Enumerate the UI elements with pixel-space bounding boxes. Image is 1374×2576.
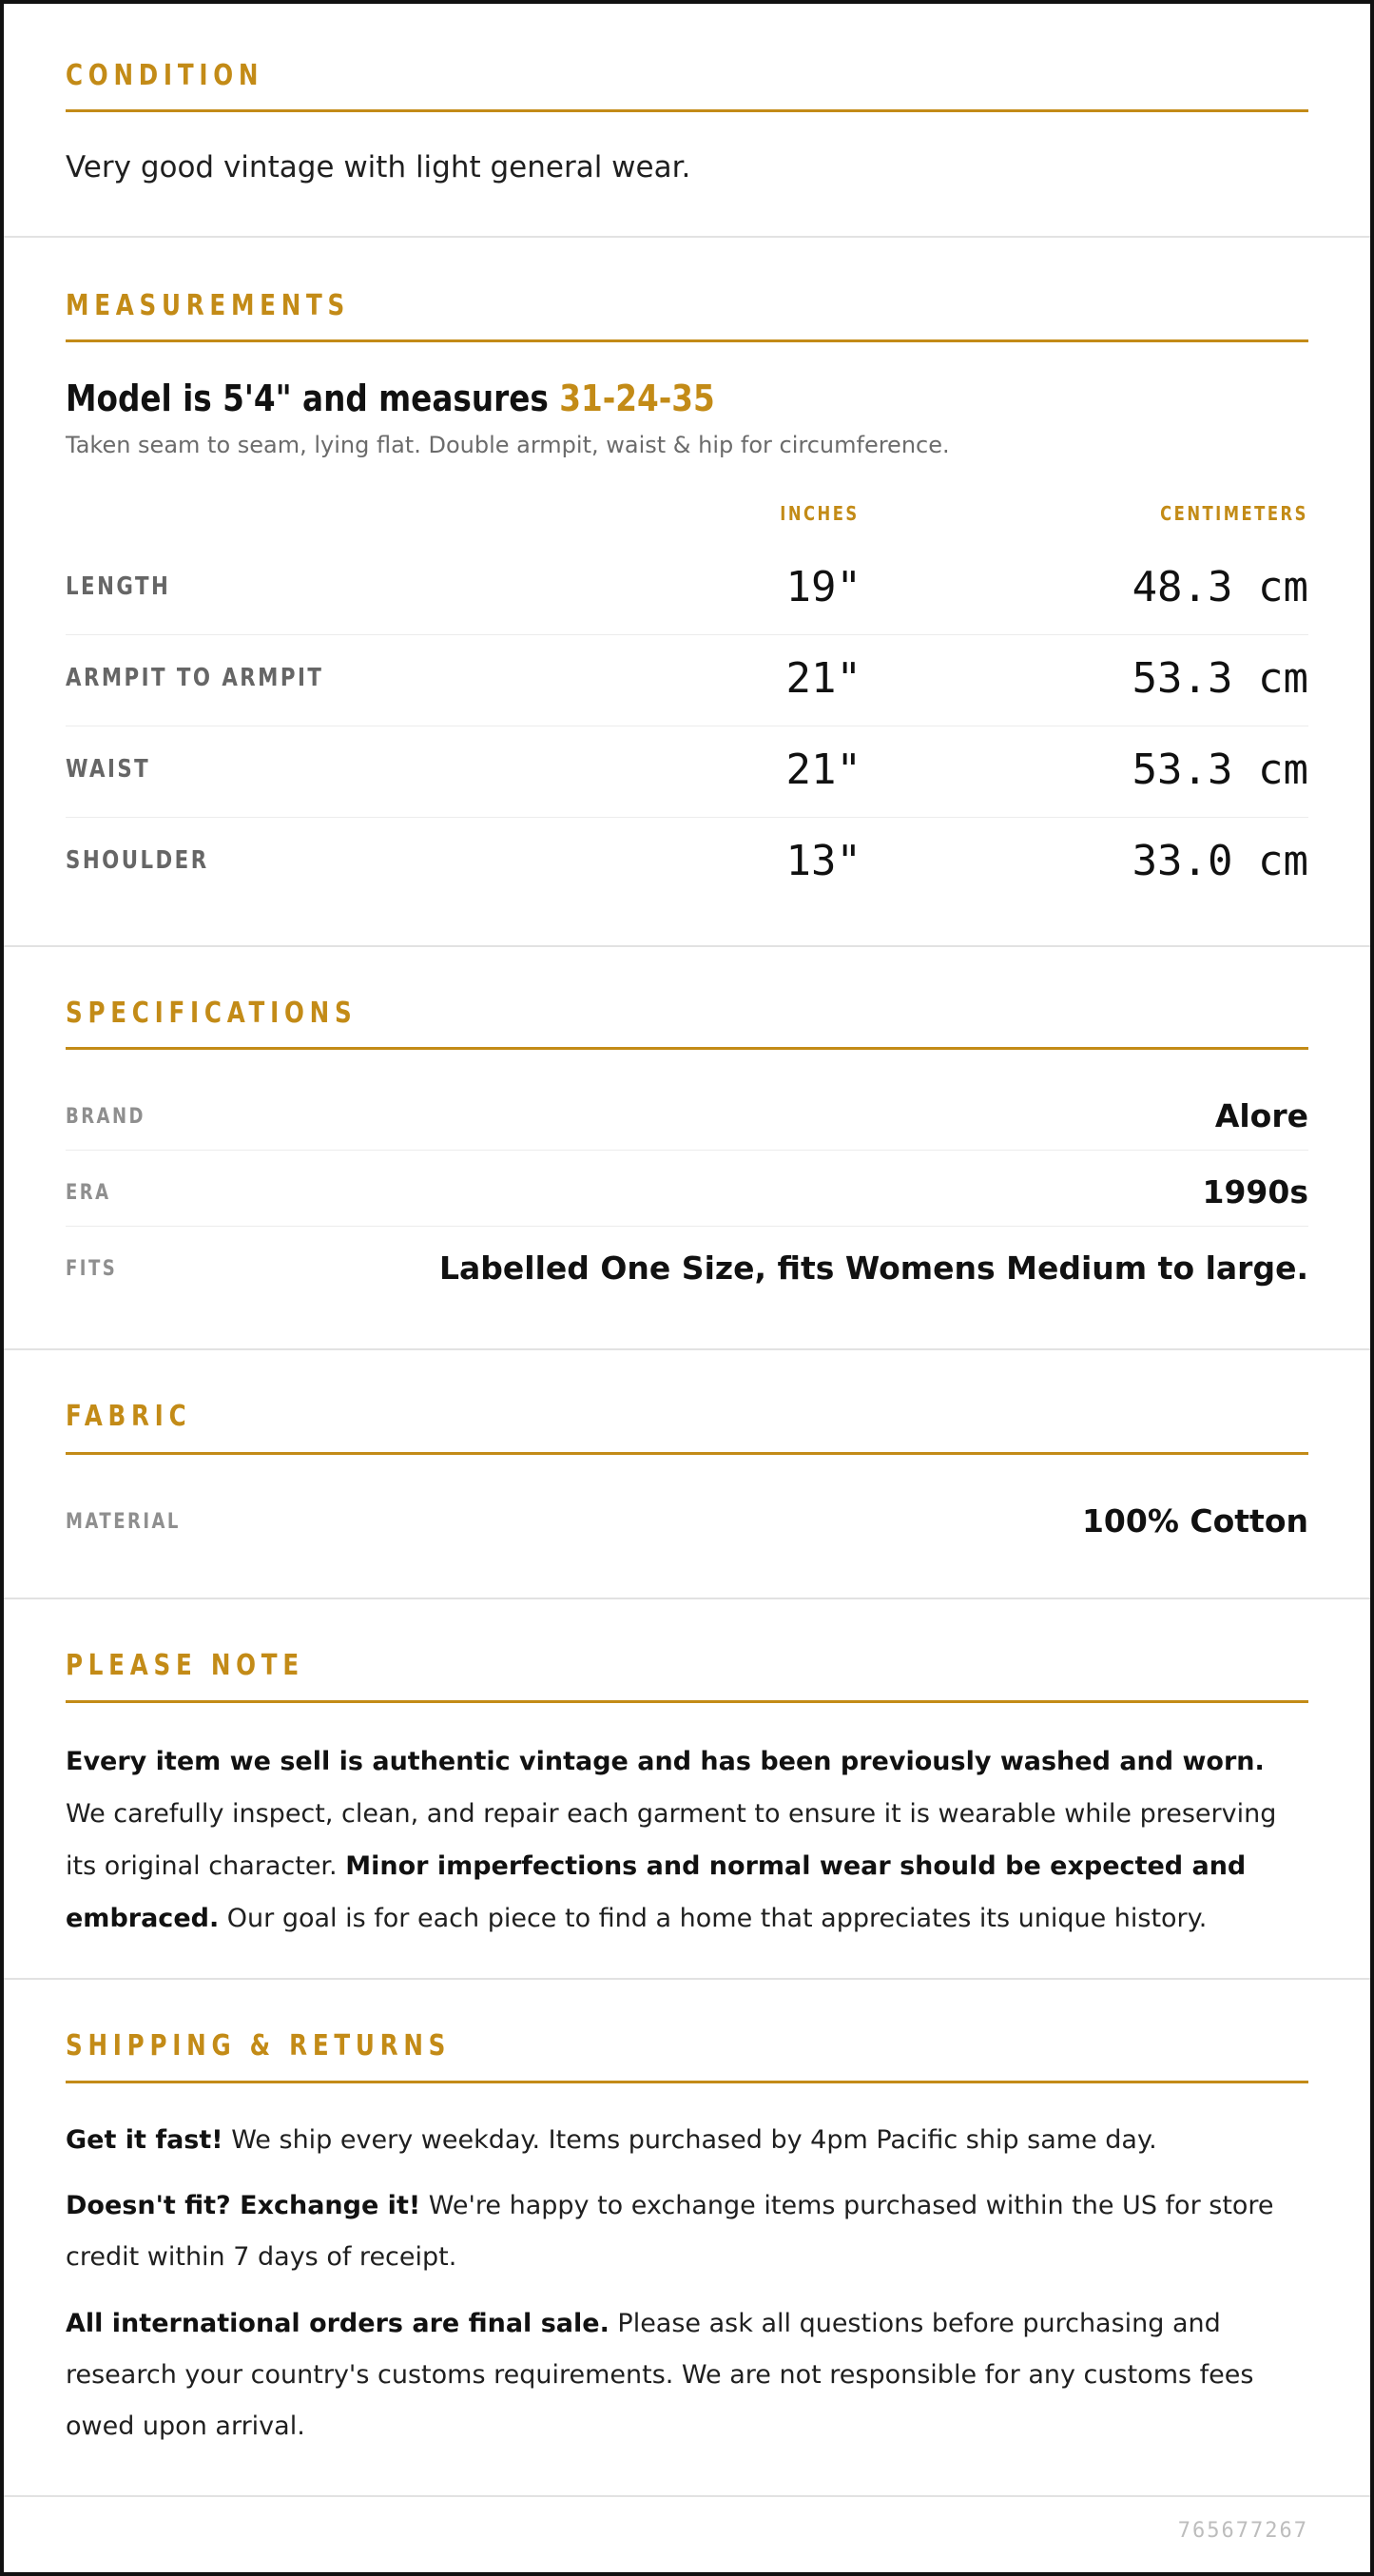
measurement-centimeters: 53.3 cm	[1132, 654, 1308, 703]
specifications-section	[4, 947, 1370, 1350]
measurement-row-armpit	[66, 635, 1308, 726]
specifications-heading: SPECIFICATIONS	[66, 997, 358, 1030]
model-measures: 31-24-35	[559, 378, 715, 419]
measurement-label: LENGTH	[66, 572, 171, 601]
measurement-inches: 21"	[785, 654, 861, 703]
spec-value: Alore	[1214, 1097, 1308, 1134]
section-divider	[66, 1452, 1308, 1455]
measurement-label: SHOULDER	[66, 846, 209, 875]
spec-label: ERA	[66, 1181, 111, 1205]
spec-row-brand	[66, 1075, 1308, 1151]
section-divider	[66, 1047, 1308, 1050]
shipping-paragraph-international	[66, 2298, 1313, 2452]
spec-value: Labelled One Size, fits Womens Medium to large.	[438, 1249, 1308, 1287]
fabric-label: MATERIAL	[66, 1510, 181, 1534]
measurement-inches: 21"	[785, 746, 861, 794]
measurements-section	[4, 238, 1370, 947]
spec-label: FITS	[66, 1257, 118, 1281]
column-header-centimeters: CENTIMETERS	[1160, 502, 1308, 525]
column-header-inches: INCHES	[780, 502, 860, 525]
section-divider	[66, 109, 1308, 112]
note-text: Our goal is for each piece to find a home that appreciates its unique history.	[219, 1904, 1208, 1933]
section-divider	[66, 339, 1308, 342]
please-note-heading: PLEASE NOTE	[66, 1649, 304, 1682]
measurement-inches: 19"	[785, 563, 861, 611]
condition-heading: CONDITION	[66, 59, 264, 92]
note-emphasis: Minor imperfections and normal wear should be expected and embraced.	[66, 1851, 1247, 1933]
shipping-section	[4, 1980, 1370, 2497]
shipping-text: We're happy to exchange items purchased within the US for store credit within 7 days of receipt.	[66, 2191, 1274, 2272]
spec-row-era	[66, 1151, 1308, 1227]
shipping-paragraph-exchange	[66, 2180, 1313, 2283]
please-note-text	[66, 1735, 1308, 1945]
fabric-value: 100% Cotton	[1081, 1502, 1308, 1540]
fabric-section	[4, 1350, 1370, 1599]
shipping-emphasis: Doesn't fit? Exchange it!	[66, 2191, 421, 2220]
section-divider	[66, 1700, 1308, 1703]
spec-value: 1990s	[1202, 1173, 1308, 1211]
measurement-note: Taken seam to seam, lying flat. Double armpit, waist & hip for circumference.	[66, 432, 950, 458]
model-info	[66, 378, 715, 419]
measurement-row-length	[66, 544, 1308, 635]
shipping-heading: SHIPPING & RETURNS	[66, 2029, 452, 2063]
measurement-centimeters: 33.0 cm	[1132, 837, 1308, 885]
fabric-heading: FABRIC	[66, 1400, 192, 1433]
model-info-prefix: Model is 5'4" and measures	[66, 378, 560, 419]
measurement-centimeters: 48.3 cm	[1132, 563, 1308, 611]
measurement-inches: 13"	[785, 837, 861, 885]
shipping-text: Please ask all questions before purchasing and research your country's customs requirements. We are not responsible for any customs fees owed upon arrival.	[66, 2309, 1254, 2441]
shipping-emphasis: Get it fast!	[66, 2125, 223, 2155]
product-id: 765677267	[1177, 2519, 1308, 2543]
spec-row-fits	[66, 1227, 1308, 1303]
fabric-row-material	[66, 1480, 1308, 1556]
measurement-row-waist	[66, 726, 1308, 818]
shipping-text: We ship every weekday. Items purchased by 4pm Pacific ship same day.	[223, 2125, 1157, 2155]
condition-text: Very good vintage with light general wear.	[66, 150, 691, 184]
measurement-label: WAIST	[66, 755, 151, 784]
section-divider	[66, 2081, 1308, 2083]
please-note-section	[4, 1599, 1370, 1980]
measurement-centimeters: 53.3 cm	[1132, 746, 1308, 794]
condition-section	[4, 4, 1370, 238]
note-emphasis: Every item we sell is authentic vintage and has been previously washed and worn.	[66, 1747, 1265, 1776]
spec-label: BRAND	[66, 1105, 145, 1129]
note-text: We carefully inspect, clean, and repair each garment to ensure it is wearable while preserving its original character.	[66, 1799, 1277, 1881]
measurement-label: ARMPIT TO ARMPIT	[66, 664, 324, 692]
shipping-paragraph-fast	[66, 2115, 1313, 2166]
shipping-emphasis: All international orders are final sale.	[66, 2309, 610, 2338]
measurements-heading: MEASUREMENTS	[66, 289, 351, 322]
measurement-row-shoulder	[66, 818, 1308, 909]
